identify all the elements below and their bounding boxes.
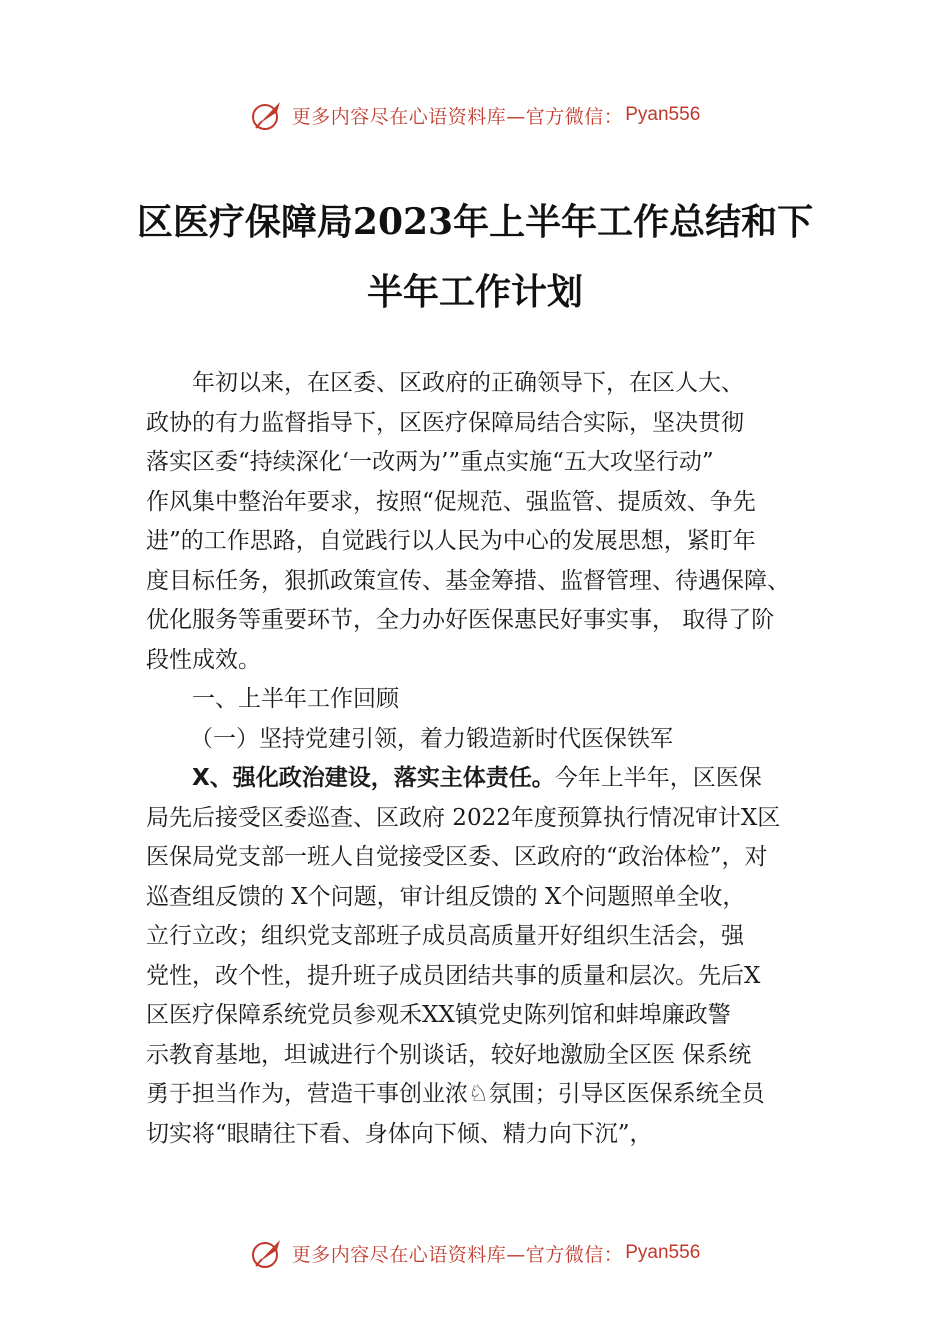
document-body <box>146 364 836 1154</box>
body-line: 示教育基地，坦诚进行个别谈话，较好地激励全区医 保系统 <box>146 1041 752 1068</box>
body-line: 局先后接受区委巡查、区政府 2022年度预算执行情况审计X区 <box>146 804 781 831</box>
body-line: 年初以来，在区委、区政府的正确领导下，在区人大、 <box>192 370 744 396</box>
document-title-line-1: 区医疗保障局2023年上半年工作总结和下 <box>136 201 814 243</box>
body-line: 区医疗保障系统党员参观禾XX镇党史陈列馆和蚌埠廉政警 <box>146 1002 731 1028</box>
body-line: 党性，改个性，提升班子成员团结共事的质量和层次。先后X <box>146 962 761 989</box>
body-line: 巡查组反馈的 X个问题，审计组反馈的 X个问题照单全收， <box>146 883 746 910</box>
body-line: 立行立改；组织党支部班子成员高质量开好组织生活会，强 <box>146 923 744 949</box>
subsection-heading: （一）坚持党建引领，着力锻造新时代医保铁军 <box>190 725 673 752</box>
body-line: 医保局党支部一班人自觉接受区委、区政府的“政治体检”，对 <box>146 844 768 870</box>
body-line: 切实将“眼睛往下看、身体向下倾、精力向下沉”， <box>146 1120 653 1147</box>
body-line: 进”的工作思路，自觉践行以人民为中心的发展思想，紧盯年 <box>146 528 756 554</box>
body-line: 优化服务等重要环节，全力办好医保惠民好事实事， 取得了阶 <box>146 607 775 633</box>
body-line: 度目标任务，狠抓政策宣传、基金筹措、监督管理、待遇保障、 <box>146 567 790 594</box>
banner-wechat-id: Pyan556 <box>625 104 701 125</box>
paragraph-lead: X、强化政治建设，落实主体责任。 <box>192 765 555 791</box>
quill-logo-icon <box>250 98 286 132</box>
body-line: 段性成效。 <box>146 646 261 673</box>
body-line: 作风集中整治年要求，按照“促规范、强监管、提质效、争先 <box>146 488 756 515</box>
body-line-rest: 今年上半年，区医保 <box>554 765 762 791</box>
body-line: 政协的有力监督指导下，区医疗保障局结合实际，坚决贯彻 <box>146 409 744 436</box>
body-line: 勇于担当作为，营造干事创业浓♘氛围；引导区医保系统全员 <box>146 1081 765 1107</box>
body-line: 落实区委“持续深化‘一改两为’”重点实施“五大攻坚行动” <box>146 449 714 475</box>
footer-banner <box>0 1236 950 1270</box>
banner-wechat-id: Pyan556 <box>625 1242 701 1263</box>
header-banner <box>0 98 950 132</box>
banner-text: 更多内容尽在心语资料库—官方微信： <box>291 1243 624 1266</box>
section-heading: 一、上半年工作回顾 <box>192 686 399 712</box>
document-title-line-2: 半年工作计划 <box>366 271 583 313</box>
body-line <box>146 759 836 799</box>
banner-text: 更多内容尽在心语资料库—官方微信： <box>291 105 624 128</box>
quill-logo-icon <box>250 1236 286 1270</box>
